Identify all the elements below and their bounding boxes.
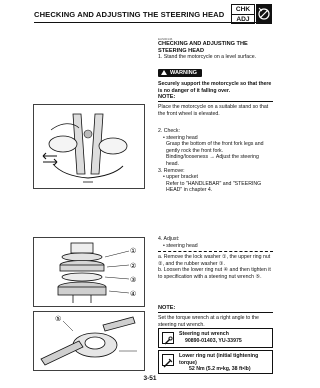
- step-4-block: [158, 236, 273, 281]
- page-header-title: CHECKING AND ADJUSTING THE STEERING HEAD: [34, 10, 225, 19]
- page-number: 3-51: [143, 375, 157, 382]
- spec-tool-box: [158, 328, 273, 348]
- figure-ring-nut-exploded: [33, 237, 145, 307]
- note-2-label: NOTE:: [158, 305, 273, 313]
- callout-4: ④: [130, 290, 137, 298]
- step-2-result: Binding/looseness → Adjust the steering head.: [166, 154, 259, 167]
- badge-bottom: ADJ: [236, 16, 250, 23]
- chk-adj-badge: [231, 4, 255, 24]
- warning-badge: [158, 69, 202, 77]
- step-4: 4. Adjust:: [158, 236, 180, 242]
- step-2-item: • steering head: [163, 134, 198, 141]
- spec-tool-part: 90890-01403, YU-33975: [185, 337, 242, 344]
- spec-torque-line2: torque): [179, 359, 197, 366]
- note-1-label: NOTE:: [158, 94, 273, 102]
- note-2-block: [158, 305, 273, 328]
- callout-1: ①: [130, 247, 137, 255]
- callout-2: ②: [130, 262, 137, 270]
- step-2: 2. Check:: [158, 128, 180, 134]
- step-4-item: • steering head: [163, 242, 198, 249]
- badge-top: CHK: [232, 5, 254, 15]
- step-3: 3. Remove:: [158, 167, 185, 174]
- figure-wrench-torque: [33, 311, 145, 371]
- header-rule: [34, 22, 256, 23]
- dashed-divider: [158, 251, 273, 252]
- step-3-text: Refer to "HANDLEBAR" and "STEERING HEAD" in chapter 4.: [166, 180, 262, 194]
- section-code: EAS00146: [158, 37, 173, 41]
- figure-fork-check: [33, 104, 145, 189]
- note-2-text: Set the torque wrench at a right angle to the steering nut wrench.: [158, 315, 259, 328]
- spec-tool-name: Steering nut wrench: [179, 331, 229, 337]
- step-2-text: Grasp the bottom of the front fork legs and gently rock the front fork.: [166, 141, 264, 154]
- section-title: CHECKING AND ADJUSTING THE STEERING HEAD: [158, 41, 248, 54]
- callout-3: ③: [130, 276, 137, 284]
- warning-triangle-icon: [161, 70, 167, 75]
- step-1: 1. Stand the motorcycle on a level surface.: [158, 54, 257, 61]
- step-4-b: b. Loosen the lower ring nut ④ and then tighten it to specification with a steering nut wrench ⑤.: [158, 267, 271, 280]
- torque-wrench-icon: [162, 354, 174, 366]
- motorcycle-tool-icon: [256, 4, 272, 24]
- step-3-item: • upper bracket: [163, 174, 198, 181]
- note-1-block: [158, 94, 273, 117]
- wrench-icon: [162, 332, 174, 344]
- callout-5: ⑤: [55, 315, 62, 323]
- warning-block: [158, 61, 273, 94]
- warning-label: WARNING: [170, 70, 198, 76]
- spec-torque-box: [158, 350, 273, 374]
- note-1-text: Place the motorcycle on a suitable stand so that the front wheel is elevated.: [158, 104, 269, 117]
- warning-text: Securely support the motorcycle so that there is no danger of it falling over.: [158, 81, 272, 94]
- section-block: [158, 37, 273, 61]
- spec-torque-value: 52 Nm (5.2 m•kg, 38 ft•lb): [189, 366, 251, 373]
- steps-2-3-block: [158, 128, 273, 194]
- step-4-a: a. Remove the lock washer ①, the upper ring nut ②, and the rubber washer ③.: [158, 254, 271, 267]
- spec-torque-line1: Lower ring nut (initial tightening: [179, 353, 259, 359]
